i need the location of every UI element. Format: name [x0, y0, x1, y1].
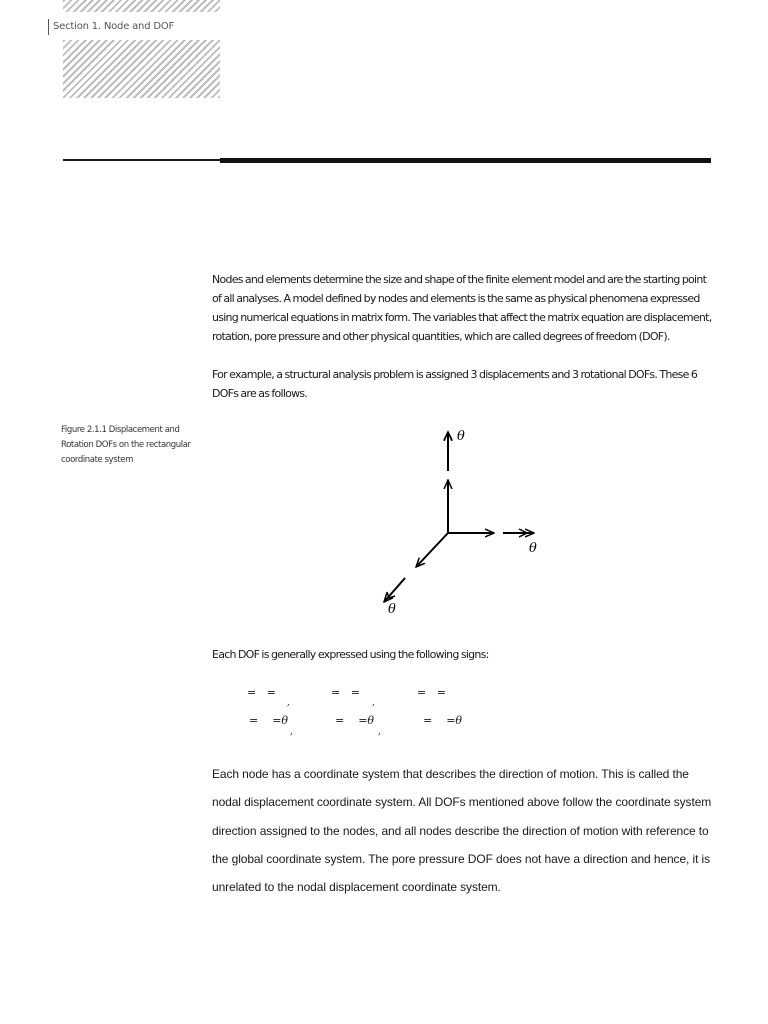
sign-separator-r1c2: ,	[372, 698, 375, 708]
sign-separator-r2c1: ,	[290, 727, 293, 737]
sign-eq-r1c1: = =	[247, 686, 276, 699]
rotation-y-arrow	[384, 578, 405, 602]
sign-eq-r2c2: = =θ	[335, 714, 375, 727]
dof-coordinate-figure	[340, 420, 560, 625]
figure-caption: Figure 2.1.1 Displacement and Rotation DOFs on the rectangular coordinate system	[61, 425, 191, 465]
decorative-hatch-block	[63, 40, 220, 98]
sign-eq-r2c3: = =θ	[423, 714, 463, 727]
theta-label-z: θ	[457, 429, 465, 444]
sign-eq-r1c3: = =	[417, 686, 446, 699]
signs-lead-text: Each DOF is generally expressed using the following signs:	[212, 648, 489, 661]
axis-y-arrow	[416, 533, 448, 567]
intro-paragraph-1: Nodes and elements determine the size and shape of the finite element model and are the starting point of all analyses. A model defined by nodes and elements is the same as physical phenomena expressed using numerical equations in matrix form. The variables that affect the matrix equation are displacement, rotation, pore pressure and other physical quantities, which are called degrees of freedom (DOF).	[212, 273, 712, 343]
nodal-coordinate-paragraph: Each node has a coordinate system that describes the direction of motion. This is called the nodal displacement coordinate system. All DOFs mentioned above follow the coordinate system direction assigned to the nodes, and all nodes describe the direction of motion with reference to the global coordinate system. The pore pressure DOF does not have a direction and hence, it is unrelated to the nodal displacement coordinate system.	[212, 767, 712, 895]
section-header: Section 1. Node and DOF	[48, 19, 174, 35]
theta-label-x: θ	[529, 541, 537, 556]
sign-separator-r1c1: ,	[287, 698, 290, 708]
theta-label-y: θ	[388, 602, 396, 617]
sign-separator-r2c2: ,	[378, 727, 381, 737]
decorative-hatch-top	[63, 0, 220, 12]
sign-eq-r1c2: = =	[331, 686, 360, 699]
intro-paragraph-2: For example, a structural analysis problem is assigned 3 displacements and 3 rotational DOFs. These 6 DOFs are as follows.	[212, 368, 698, 400]
header-rule-thick	[220, 158, 711, 163]
header-rule-thin	[63, 159, 223, 161]
sign-eq-r2c1: = =θ	[249, 714, 289, 727]
